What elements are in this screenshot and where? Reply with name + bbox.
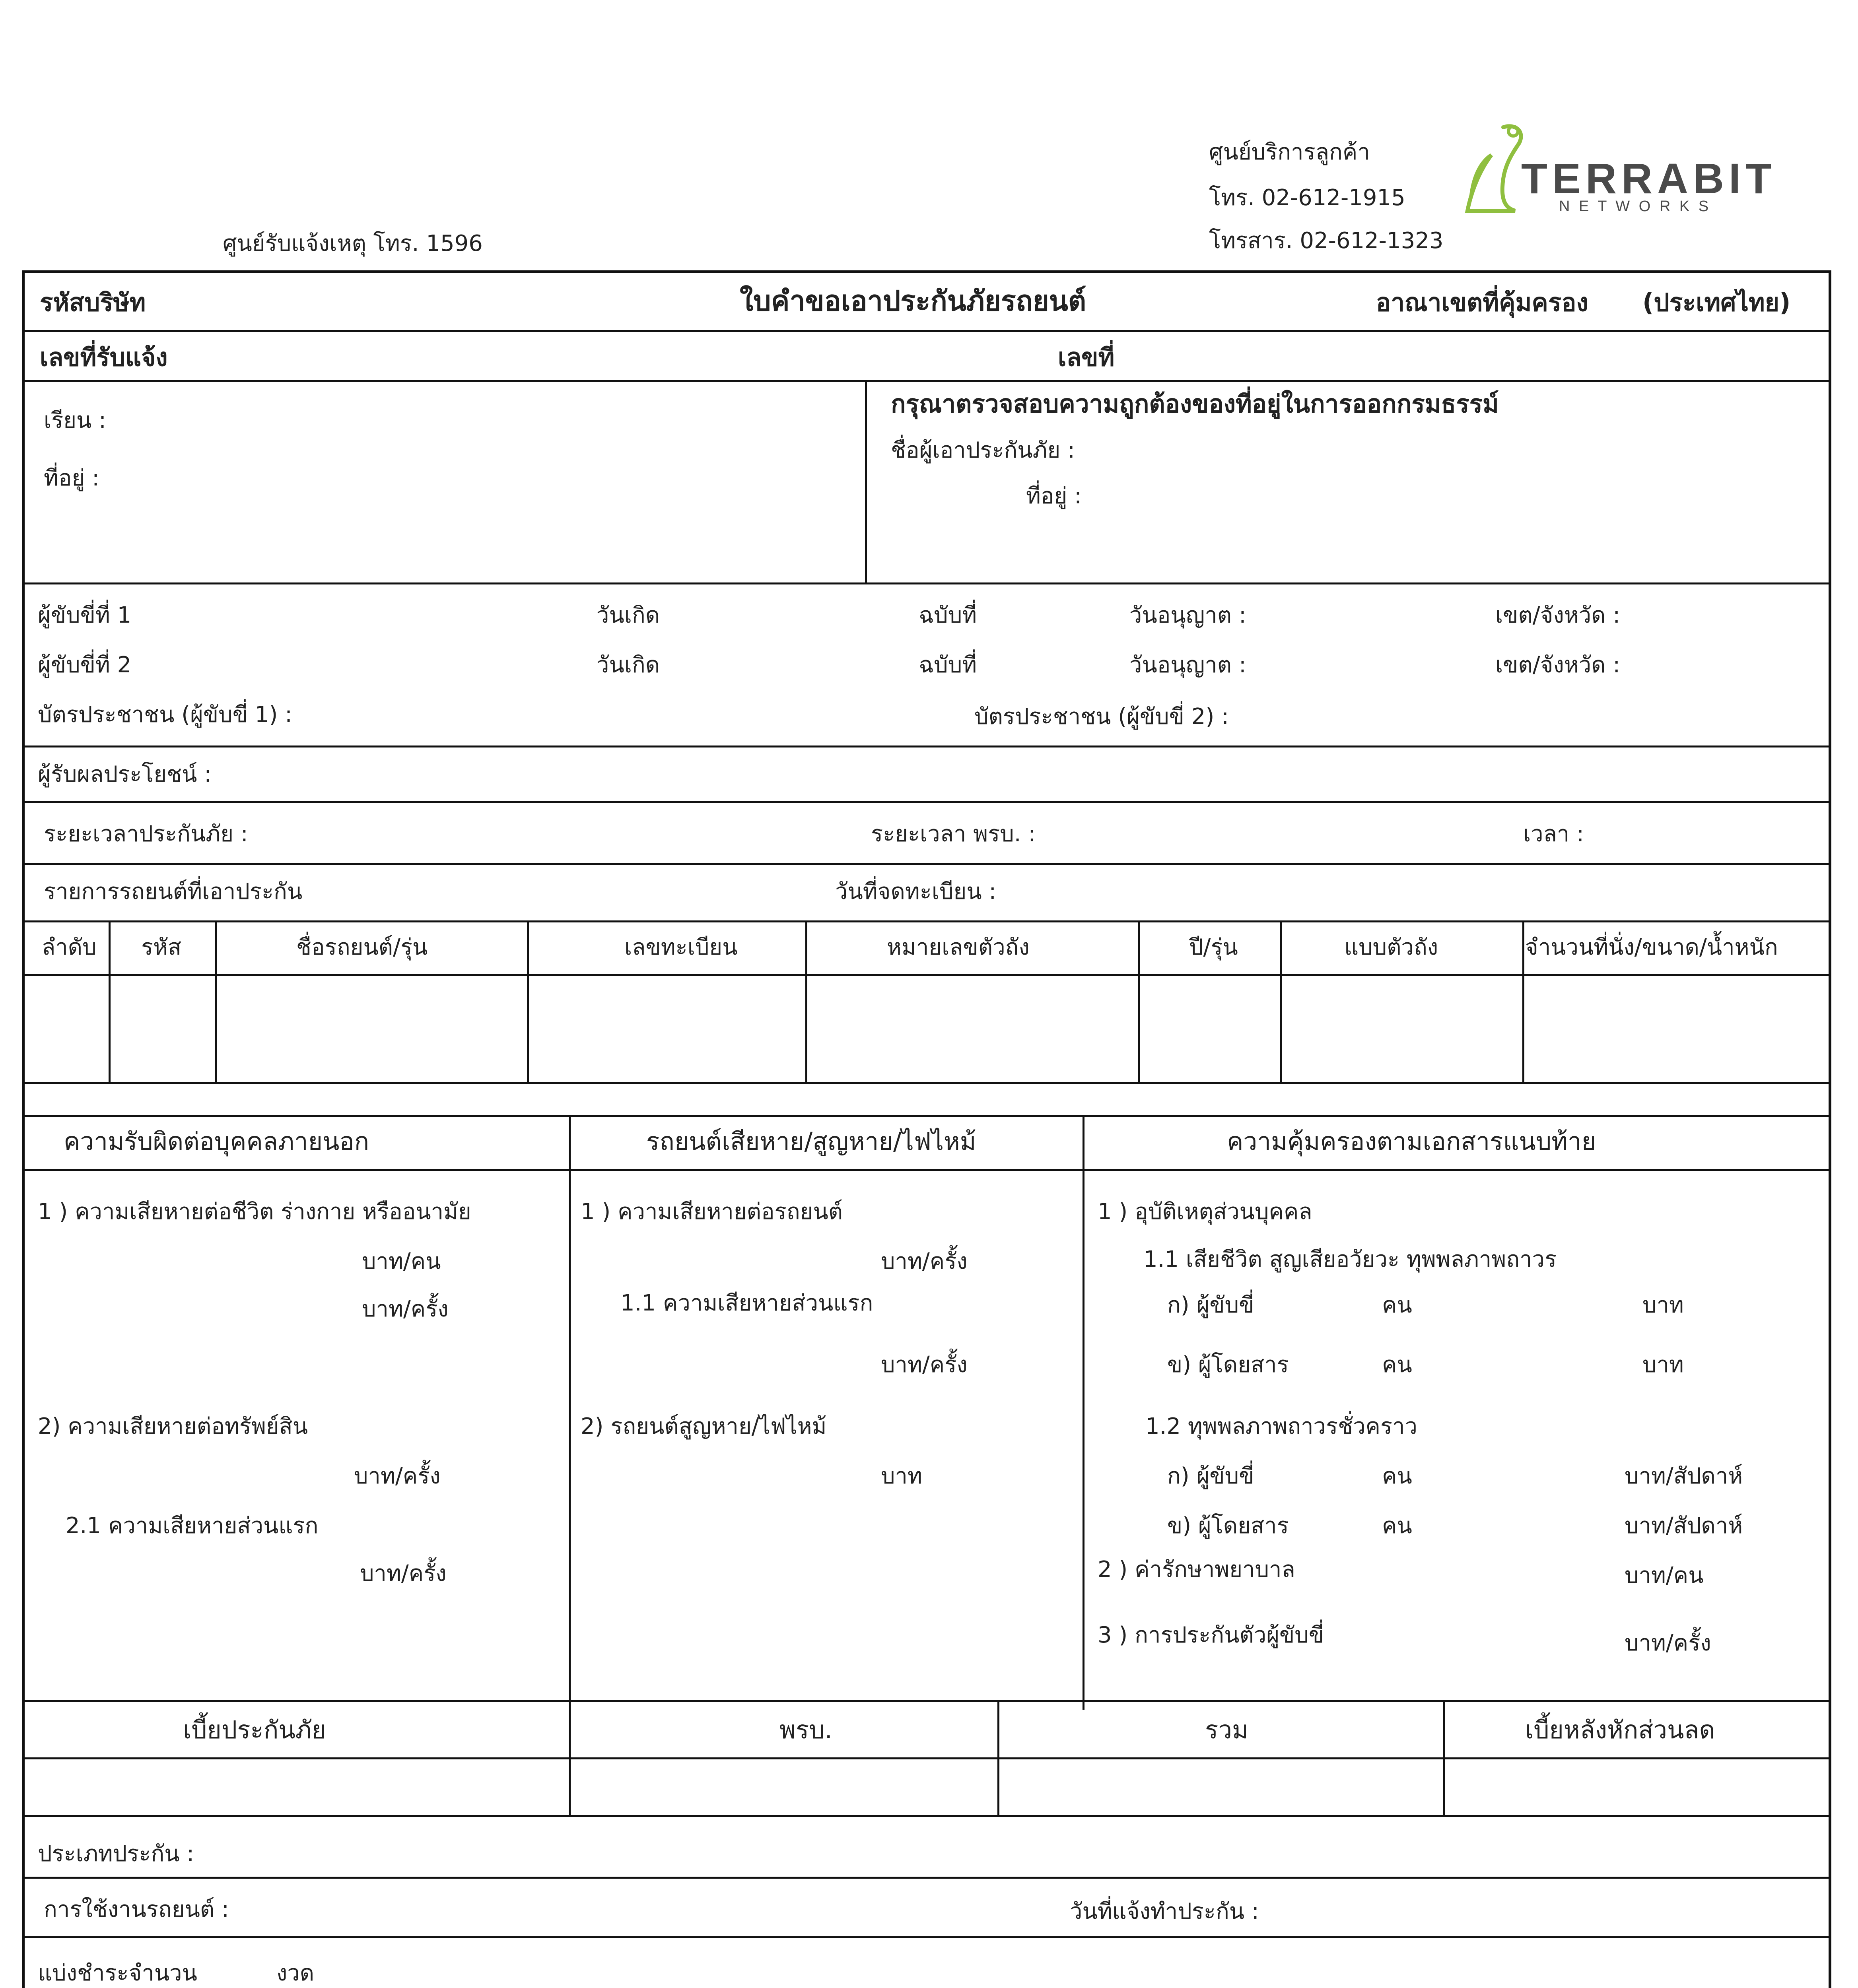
divider [22, 920, 1831, 922]
divider [865, 382, 867, 582]
vehicle-items-label: รายการรถยนต์ที่เอาประกัน [44, 879, 303, 905]
pa-passenger-label: ข) ผู้โดยสาร [1167, 1352, 1289, 1378]
od-deductible-unit: บาท/ครั้ง [881, 1352, 968, 1378]
insured-name-label: ชื่อผู้เอาประกันภัย : [891, 437, 1075, 463]
registration-date-label: วันที่จดทะเบียน : [835, 879, 997, 905]
logo-name: TERRABIT [1521, 154, 1776, 202]
divider [22, 1700, 1831, 1702]
tp-bodily-injury: 1 ) ความเสียหายต่อชีวิต ร่างกาย หรืออนามัย [38, 1199, 471, 1225]
receipt-no-label: เลขที่รับแจ้ง [40, 343, 168, 372]
divider [22, 582, 1831, 584]
driver2-dob-label: วันเกิด [597, 652, 660, 678]
logo-subtitle: N E T W O R K S [1559, 198, 1711, 215]
vehicle-col-code: รหัส [141, 934, 182, 960]
divider [22, 1082, 1831, 1084]
od-vehicle-damage: 1 ) ความเสียหายต่อรถยนต์ [581, 1199, 843, 1225]
divider [215, 922, 217, 1083]
driver2-label: ผู้ขับขี่ที่ 2 [38, 652, 132, 678]
divider [997, 1702, 999, 1815]
notify-date-label: วันที่แจ้งทำประกัน : [1070, 1899, 1259, 1924]
divider [109, 922, 111, 1083]
pa-temporary-disability: 1.2 ทุพพลภาพถาวรชั่วคราว [1145, 1413, 1417, 1439]
divider [22, 974, 1831, 976]
cmi-period-label: ระยะเวลา พรบ. : [871, 821, 1036, 847]
divider [22, 1757, 1831, 1759]
divider [22, 1115, 1831, 1117]
divider [22, 1877, 1831, 1879]
divider [527, 922, 529, 1083]
attn-label: เรียน : [44, 408, 106, 433]
territory-value: (ประเทศไทย) [1642, 288, 1791, 317]
no-label: เลขที่ [1058, 343, 1115, 372]
divider [22, 380, 1831, 382]
tp-bodily-injury-unit-person: บาท/คน [362, 1248, 441, 1274]
premium-col-net: เบี้ยหลังหักส่วนลด [1525, 1715, 1715, 1744]
pa-death-disability: 1.1 เสียชีวิต สูญเสียอวัยวะ ทุพพลภาพถาวร [1143, 1246, 1557, 1272]
divider [1138, 922, 1140, 1083]
incident-hotline: ศูนย์รับแจ้งเหตุ โทร. 1596 [223, 231, 483, 256]
insured-address-label: ที่อยู่ : [1026, 483, 1082, 509]
territory-label: อาณาเขตที่คุ้มครอง [1376, 288, 1588, 317]
pa-temp-passenger-label: ข) ผู้โดยสาร [1167, 1513, 1289, 1539]
divider [569, 1702, 571, 1815]
od-deductible: 1.1 ความเสียหายส่วนแรก [620, 1290, 873, 1316]
pa-temp-driver-person: คน [1382, 1463, 1412, 1489]
address-label: ที่อยู่ : [44, 465, 100, 491]
driver2-district-label: เขต/จังหวัด : [1495, 652, 1621, 678]
driver1-license-date-label: วันอนุญาต : [1129, 602, 1246, 628]
pa-temp-passenger-person: คน [1382, 1513, 1412, 1539]
coverage-header-third-party: ความรับผิดต่อบุคคลภายนอก [64, 1127, 369, 1156]
insurance-period-label: ระยะเวลาประกันภัย : [44, 821, 248, 847]
od-vehicle-damage-unit: บาท/ครั้ง [881, 1248, 968, 1274]
coverage-header-own-damage: รถยนต์เสียหาย/สูญหาย/ไฟไหม้ [646, 1127, 976, 1156]
vehicle-col-year: ปี/รุ่น [1189, 934, 1238, 960]
id-card-driver2-label: บัตรประชาชน (ผู้ขับขี่ 2) : [974, 704, 1229, 730]
pa-temp-driver-week: บาท/สัปดาห์ [1625, 1463, 1743, 1489]
divider [22, 863, 1831, 865]
driver1-label: ผู้ขับขี่ที่ 1 [38, 602, 132, 628]
divider [805, 922, 807, 1083]
company-code-label: รหัสบริษัท [40, 288, 146, 317]
installment-label: แบ่งชำระจำนวน [38, 1960, 197, 1986]
divider [22, 1169, 1831, 1171]
pa-driver-baht: บาท [1642, 1292, 1684, 1318]
pa-driver-label: ก) ผู้ขับขี่ [1167, 1292, 1254, 1318]
tp-bodily-injury-unit-event: บาท/ครั้ง [362, 1296, 449, 1322]
id-card-driver1-label: บัตรประชาชน (ผู้ขับขี่ 1) : [38, 702, 292, 728]
divider [22, 746, 1831, 747]
driver2-license-date-label: วันอนุญาต : [1129, 652, 1246, 678]
pa-personal-accident: 1 ) อุบัติเหตุส่วนบุคคล [1098, 1199, 1312, 1225]
company-logo [1456, 119, 1806, 223]
coverage-header-attachment: ความคุ้มครองตามเอกสารแนบท้าย [1227, 1127, 1596, 1156]
pa-medical-expense-unit: บาท/คน [1625, 1563, 1704, 1588]
policy-type-label: ประเภทประกัน : [38, 1841, 194, 1867]
od-theft-fire: 2) รถยนต์สูญหาย/ไฟไหม้ [581, 1413, 827, 1439]
pa-passenger-baht: บาท [1642, 1352, 1684, 1378]
divider [22, 801, 1831, 803]
pa-bail-bond: 3 ) การประกันตัวผู้ขับขี่ [1098, 1622, 1324, 1648]
vehicle-col-body: แบบตัวถัง [1344, 934, 1438, 960]
verify-address-notice: กรุณาตรวจสอบความถูกต้องของที่อยู่ในการออกกรมธรรม์ [891, 389, 1499, 418]
vehicle-col-seats: จำนวนที่นั่ง/ขนาด/น้ำหนัก [1525, 934, 1778, 960]
divider [1280, 922, 1282, 1083]
driver1-district-label: เขต/จังหวัด : [1495, 602, 1621, 628]
divider [22, 1936, 1831, 1938]
divider [569, 1115, 571, 1718]
premium-col-cmi: พรบ. [779, 1715, 833, 1744]
beneficiary-label: ผู้รับผลประโยชน์ : [38, 761, 212, 787]
vehicle-col-model: ชื่อรถยนต์/รุ่น [296, 934, 428, 960]
tp-property-damage-unit: บาท/ครั้ง [354, 1463, 441, 1489]
installment-period-unit: งวด [276, 1960, 315, 1986]
driver1-license-no-label: ฉบับที่ [919, 602, 977, 628]
od-theft-fire-unit: บาท [881, 1463, 922, 1489]
pa-passenger-person: คน [1382, 1352, 1412, 1378]
driver1-dob-label: วันเกิด [597, 602, 660, 628]
service-center-title: ศูนย์บริการลูกค้า [1209, 139, 1370, 165]
pa-temp-driver-label: ก) ผู้ขับขี่ [1167, 1463, 1254, 1489]
divider [1443, 1702, 1445, 1815]
premium-col-premium: เบี้ยประกันภัย [183, 1715, 326, 1744]
pa-bail-bond-unit: บาท/ครั้ง [1625, 1630, 1711, 1656]
divider [22, 330, 1831, 332]
service-phone: โทร. 02-612-1915 [1209, 185, 1405, 211]
premium-col-total: รวม [1205, 1715, 1248, 1744]
vehicle-col-chassis: หมายเลขตัวถัง [887, 934, 1030, 960]
divider [1522, 922, 1524, 1083]
divider [22, 1815, 1831, 1817]
form-title: ใบคำขอเอาประกันภัยรถยนต์ [740, 285, 1086, 317]
vehicle-col-seq: ลำดับ [42, 934, 97, 960]
pa-medical-expense: 2 ) ค่ารักษาพยาบาล [1098, 1557, 1295, 1582]
time-label: เวลา : [1523, 821, 1584, 847]
divider [1083, 1115, 1084, 1710]
vehicle-usage-label: การใช้งานรถยนต์ : [44, 1897, 229, 1922]
pa-temp-passenger-week: บาท/สัปดาห์ [1625, 1513, 1743, 1539]
pa-driver-person: คน [1382, 1292, 1412, 1318]
tp-property-damage: 2) ความเสียหายต่อทรัพย์สิน [38, 1413, 308, 1439]
tp-deductible-unit: บาท/ครั้ง [360, 1561, 447, 1586]
tp-deductible: 2.1 ความเสียหายส่วนแรก [66, 1513, 319, 1539]
service-fax: โทรสาร. 02-612-1323 [1209, 228, 1444, 254]
driver2-license-no-label: ฉบับที่ [919, 652, 977, 678]
vehicle-col-plate: เลขทะเบียน [624, 934, 738, 960]
